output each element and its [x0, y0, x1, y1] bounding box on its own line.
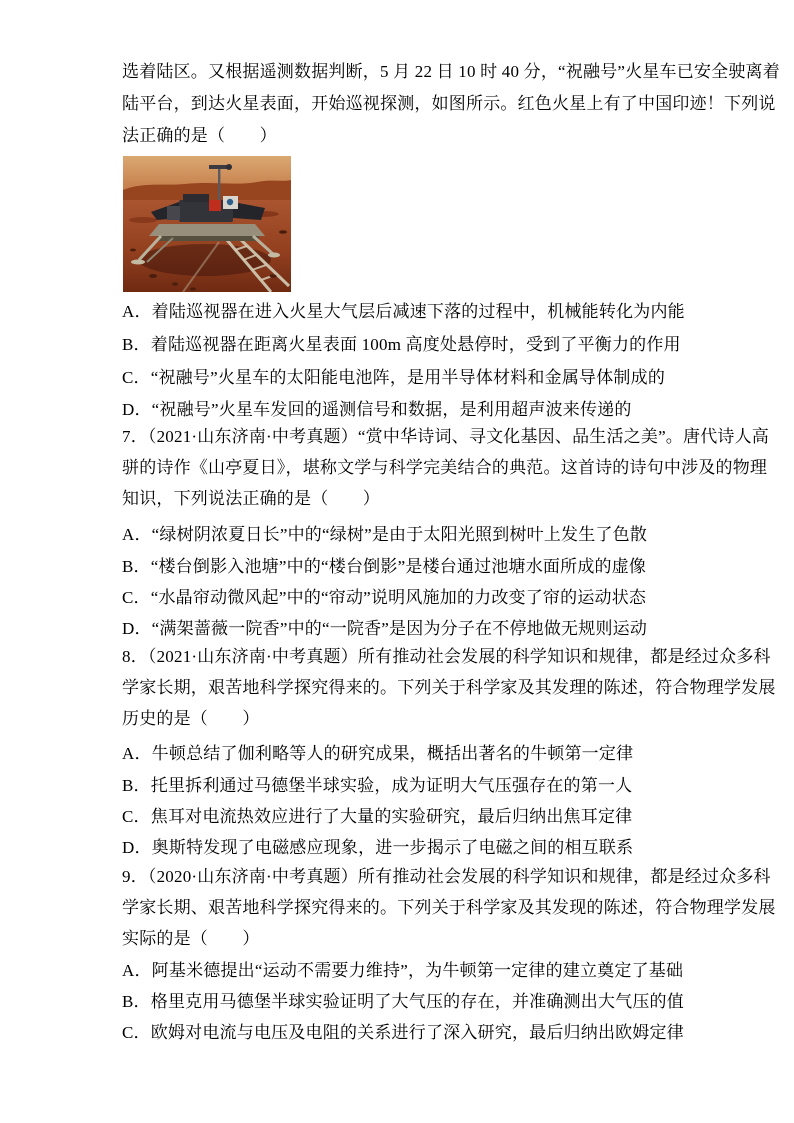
q6-option-c: C．“祝融号”火星车的太阳能电池阵，是用半导体材料和金属导体制成的 — [122, 368, 666, 387]
rover-deck — [183, 194, 209, 202]
lander-footpad — [268, 253, 280, 258]
lander-platform — [149, 224, 265, 236]
q9-stem-line-2: 学家长期、艰苦地科学探究得来的。下列关于科学家及其发现的陈述，符合物理学发展 — [122, 898, 776, 917]
rover-mast — [218, 168, 220, 200]
q8-stem-line-1: 8．（2021·山东济南·中考真题）所有推动社会发展的科学知识和规律，都是经过众多科 — [122, 647, 771, 666]
mars-rover-illustration — [123, 156, 291, 292]
q9-stem-line-1: 9．（2020·山东济南·中考真题）所有推动社会发展的科学知识和规律，都是经过众多科 — [122, 867, 771, 886]
q9-option-c: C．欧姆对电流与电压及电阻的关系进行了深入研究，最后归纳出欧姆定律 — [122, 1023, 684, 1042]
q8-option-a: A．牛顿总结了伽利略等人的研究成果，概括出著名的牛顿第一定律 — [122, 744, 634, 763]
q7-stem-line-3: 知识，下列说法正确的是（ ） — [122, 489, 380, 508]
q6-option-d: D．“祝融号”火星车发回的遥测信号和数据，是利用超声波来传递的 — [122, 400, 632, 419]
rover-camera — [226, 164, 232, 170]
mars-rover-figure-image — [123, 156, 291, 292]
q9-option-b: B．格里克用马德堡半球实验证明了大气压的存在，并准确测出大气压的值 — [122, 992, 684, 1011]
q7-option-a: A．“绿树阴浓夏日长”中的“绿树”是由于太阳光照到树叶上发生了色散 — [122, 525, 648, 544]
q8-option-d: D．奥斯特发现了电磁感应现象，进一步揭示了电磁之间的相互联系 — [122, 838, 634, 857]
q6-option-b: B．着陆巡视器在距离火星表面 100m 高度处悬停时，受到了平衡力的作用 — [122, 335, 681, 354]
q6-option-a: A．着陆巡视器在进入火星大气层后减速下落的过程中，机械能转化为内能 — [122, 302, 685, 321]
q9-option-a: A．阿基米德提出“运动不需要力维持”，为牛顿第一定律的建立奠定了基础 — [122, 961, 684, 980]
q6-stem-line-3: 法正确的是（ ） — [122, 126, 277, 145]
rover-equipment-box — [167, 206, 180, 220]
q6-stem-line-1: 选着陆区。又根据遥测数据判断，5 月 22 日 10 时 40 分，“祝融号”火星车已安全驶离着 — [122, 62, 780, 81]
q7-stem-line-1: 7．（2021·山东济南·中考真题）“赏中华诗词、寻文化基因、品生活之美”。唐代诗人高 — [122, 427, 770, 446]
terrain-ridge — [129, 217, 157, 223]
lander-footpad — [131, 260, 145, 265]
q7-stem-line-2: 骈的诗作《山亭夏日》，堪称文学与科学完美结合的典范。这首诗的诗句中涉及的物理 — [122, 458, 768, 477]
q8-option-b: B．托里拆利通过马德堡半球实验，成为证明大气压强存在的第一人 — [122, 776, 633, 795]
q6-stem-line-2: 陆平台，到达火星表面，开始巡视探测，如图所示。红色火星上有了中国印迹！下列说 — [122, 94, 776, 113]
rover-red-instrument — [209, 200, 221, 211]
q7-option-c: C．“水晶帘动微风起”中的“帘动”说明风施加的力改变了帘的运动状态 — [122, 588, 647, 607]
q8-stem-line-2: 学家长期，艰苦地科学探究得来的。下列关于科学家及其发理的陈述，符合物理学发展 — [122, 678, 776, 697]
q7-option-d: D．“满架蔷薇一院香”中的“一院香”是因为分子在不停地做无规则运动 — [122, 619, 648, 638]
q9-stem-line-3: 实际的是（ ） — [122, 929, 260, 948]
rover-logo-mark — [227, 199, 233, 205]
q7-option-b: B．“楼台倒影入池塘”中的“楼台倒影”是楼台通过池塘水面所成的虚像 — [122, 557, 647, 576]
q8-option-c: C．焦耳对电流热效应进行了大量的实验研究，最后归纳出焦耳定律 — [122, 807, 633, 826]
q8-stem-line-3: 历史的是（ ） — [122, 709, 260, 728]
